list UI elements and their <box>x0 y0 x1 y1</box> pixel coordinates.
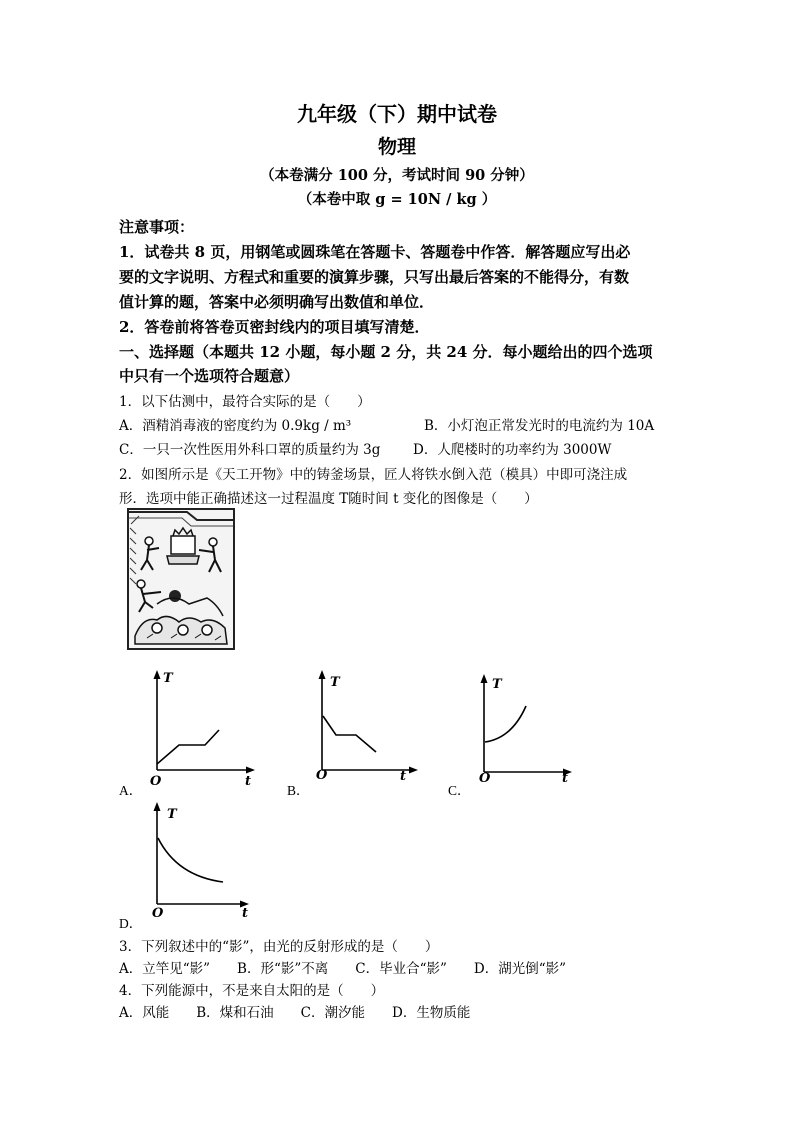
graph-b-x-label: t <box>400 769 407 784</box>
graph-d-y-label: T <box>167 807 177 822</box>
section-heading-line-1: 一、选择题（本题共 12 小题，每小题 2 分，共 24 分．每小题给出的四个选项 <box>119 343 653 361</box>
graph-option-d <box>147 800 262 920</box>
q4-options: A．风能 B．煤和石油 C．潮汐能 D．生物质能 <box>119 1005 471 1021</box>
graph-option-a <box>145 668 260 788</box>
graph-b-y-label: T <box>330 675 340 690</box>
graph-c-x-label: t <box>562 771 569 786</box>
exam-title: 九年级（下）期中试卷 <box>297 102 497 126</box>
section-heading-line-2: 中只有一个选项符合题意） <box>119 367 300 385</box>
graph-option-c <box>474 672 589 790</box>
graph-a-x-label: t <box>245 774 252 788</box>
graph-d-origin: O <box>152 906 164 920</box>
notes-heading: 注意事项： <box>119 218 195 236</box>
graph-b-origin: O <box>316 768 328 783</box>
subject-title: 物理 <box>377 136 416 158</box>
graph-d-x-label: t <box>242 906 249 920</box>
graph-option-b <box>310 668 425 788</box>
note-item-1-line-2: 要的文字说明、方程式和重要的演算步骤，只写出最后答案的不能得分，有数 <box>119 268 630 286</box>
q1-option-c: C．一只一次性医用外科口罩的质量约为 3g <box>119 442 381 458</box>
graph-c-y-label: T <box>492 677 502 692</box>
graph-c-option-label: C． <box>448 783 471 798</box>
graph-b-option-label: B． <box>287 783 310 798</box>
note-item-1-line-1: 1．试卷共 8 页，用钢笔或圆珠笔在答题卡、答题卷中作答．解答题应写出必 <box>119 243 631 261</box>
graph-a-option-label: A． <box>119 783 143 798</box>
note-item-1-line-3: 值计算的题，答案中必须明确写出数值和单位． <box>119 293 435 311</box>
q1-option-b: B．小灯泡正常发光时的电流约为 10A <box>424 418 655 434</box>
q3-options: A．立竿见“影” B．形“影”不离 C．毕业合“影” D．湖光倒“影” <box>119 961 567 977</box>
q1-stem: 1．以下估测中，最符合实际的是（ ） <box>119 394 371 410</box>
graph-d-option-label: D． <box>119 916 143 931</box>
q4-stem: 4．下列能源中，不是来自太阳的是（ ） <box>119 983 385 999</box>
casting-scene-illustration <box>127 508 235 650</box>
score-note: （本卷满分 100 分，考试时间 90 分钟） <box>260 167 534 184</box>
q1-option-a: A．酒精消毒液的密度约为 0.9kg / m³ <box>119 418 352 434</box>
graph-a-y-label: T <box>163 671 173 686</box>
graph-a-origin: O <box>150 774 162 788</box>
q2-stem-line-2: 形．选项中能正确描述这一过程温度 T随时间 t 变化的图像是（ ） <box>119 491 538 507</box>
g-note: （本卷中取 g = 10N / kg ） <box>297 191 497 208</box>
q2-stem-line-1: 2．如图所示是《天工开物》中的铸釜场景，匠人将铁水倒入范（模具）中即可浇注成 <box>119 467 628 483</box>
q3-stem: 3．下列叙述中的“影”，由光的反射形成的是（ ） <box>119 939 439 955</box>
q1-option-d: D．人爬楼时的功率约为 3000W <box>413 442 612 458</box>
graph-c-origin: O <box>479 771 491 786</box>
note-item-2: 2．答卷前将答卷页密封线内的项目填写清楚． <box>119 318 430 336</box>
